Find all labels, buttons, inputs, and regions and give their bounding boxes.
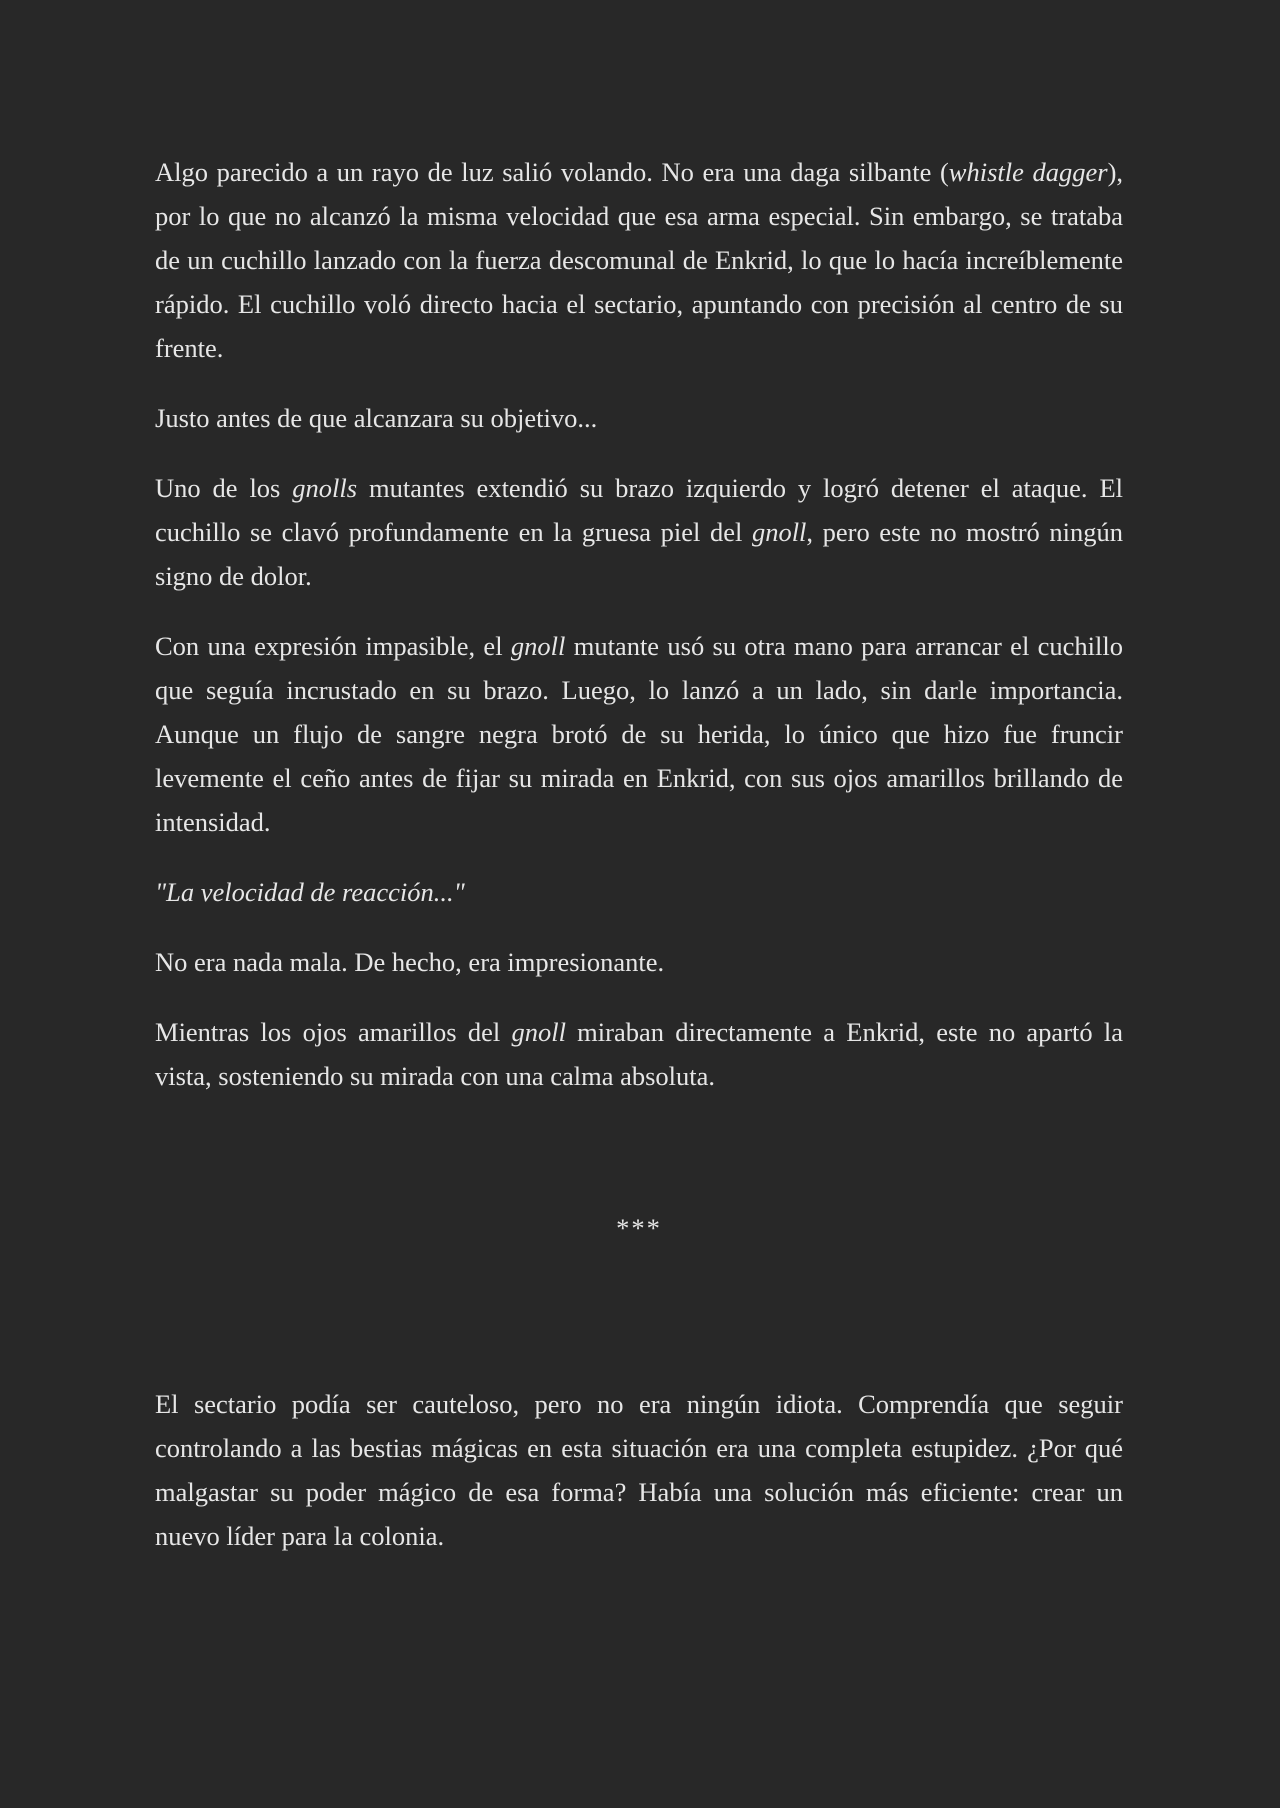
- paragraph-1: Algo parecido a un rayo de luz salió volando. No era una daga silbante (whistle dagger), por lo que no alcanzó la misma velocidad que esa arma especial. Sin embargo, se trataba de un cuchillo lanzado con la fuerza descomunal de Enkrid, lo que lo hacía increíblemente rápido. El cuchillo voló directo hacia el sectario, apuntando con precisión al centro de su frente.: [155, 157, 1124, 363]
- emphasis-gnoll: gnoll: [511, 1017, 566, 1047]
- paragraph-2: Justo antes de que alcanzara su objetivo...: [155, 403, 598, 433]
- paragraph-5-thought: [155, 870, 1123, 914]
- italic-thought: "La velocidad de reacción...": [155, 877, 465, 907]
- paragraph-3: Uno de los gnolls mutantes extendió su brazo izquierdo y logró detener el ataque. El cuchillo se clavó profundamente en la gruesa piel del gnoll, pero este no mostró ningún signo de dolor.: [155, 473, 1123, 591]
- scene-separator: ***: [616, 1213, 662, 1243]
- paragraph-6: No era nada mala. De hecho, era impresionante.: [155, 947, 665, 977]
- chapter-content: [155, 150, 1123, 1584]
- emphasis-gnoll: gnoll: [510, 631, 566, 661]
- emphasis-gnolls: gnolls: [292, 473, 358, 503]
- paragraph-8: El sectario podía ser cauteloso, pero no era ningún idiota. Comprendía que seguir controlando a las bestias mágicas en esta situación era una completa estupidez. ¿Por qué malgastar su poder mágico de esa forma? Había una solución más eficiente: crear un nuevo líder para la colonia.: [155, 1389, 1123, 1551]
- paragraph-4: Con una expresión impasible, el gnoll mutante usó su otra mano para arrancar el cuchillo que seguía incrustado en su brazo. Luego, lo lanzó a un lado, sin darle importancia. Aunque un flujo de sangre negra brotó de su herida, lo único que hizo fue fruncir levemente el ceño antes de fijar su mirada en Enkrid, con sus ojos amarillos brillando de intensidad.: [155, 631, 1123, 837]
- emphasis-whistle-dagger: whistle dagger: [948, 157, 1108, 187]
- emphasis-gnoll: gnoll: [751, 517, 807, 547]
- paragraph-7: Mientras los ojos amarillos del gnoll miraban directamente a Enkrid, este no apartó la vista, sosteniendo su mirada con una calma absoluta.: [155, 1017, 1123, 1091]
